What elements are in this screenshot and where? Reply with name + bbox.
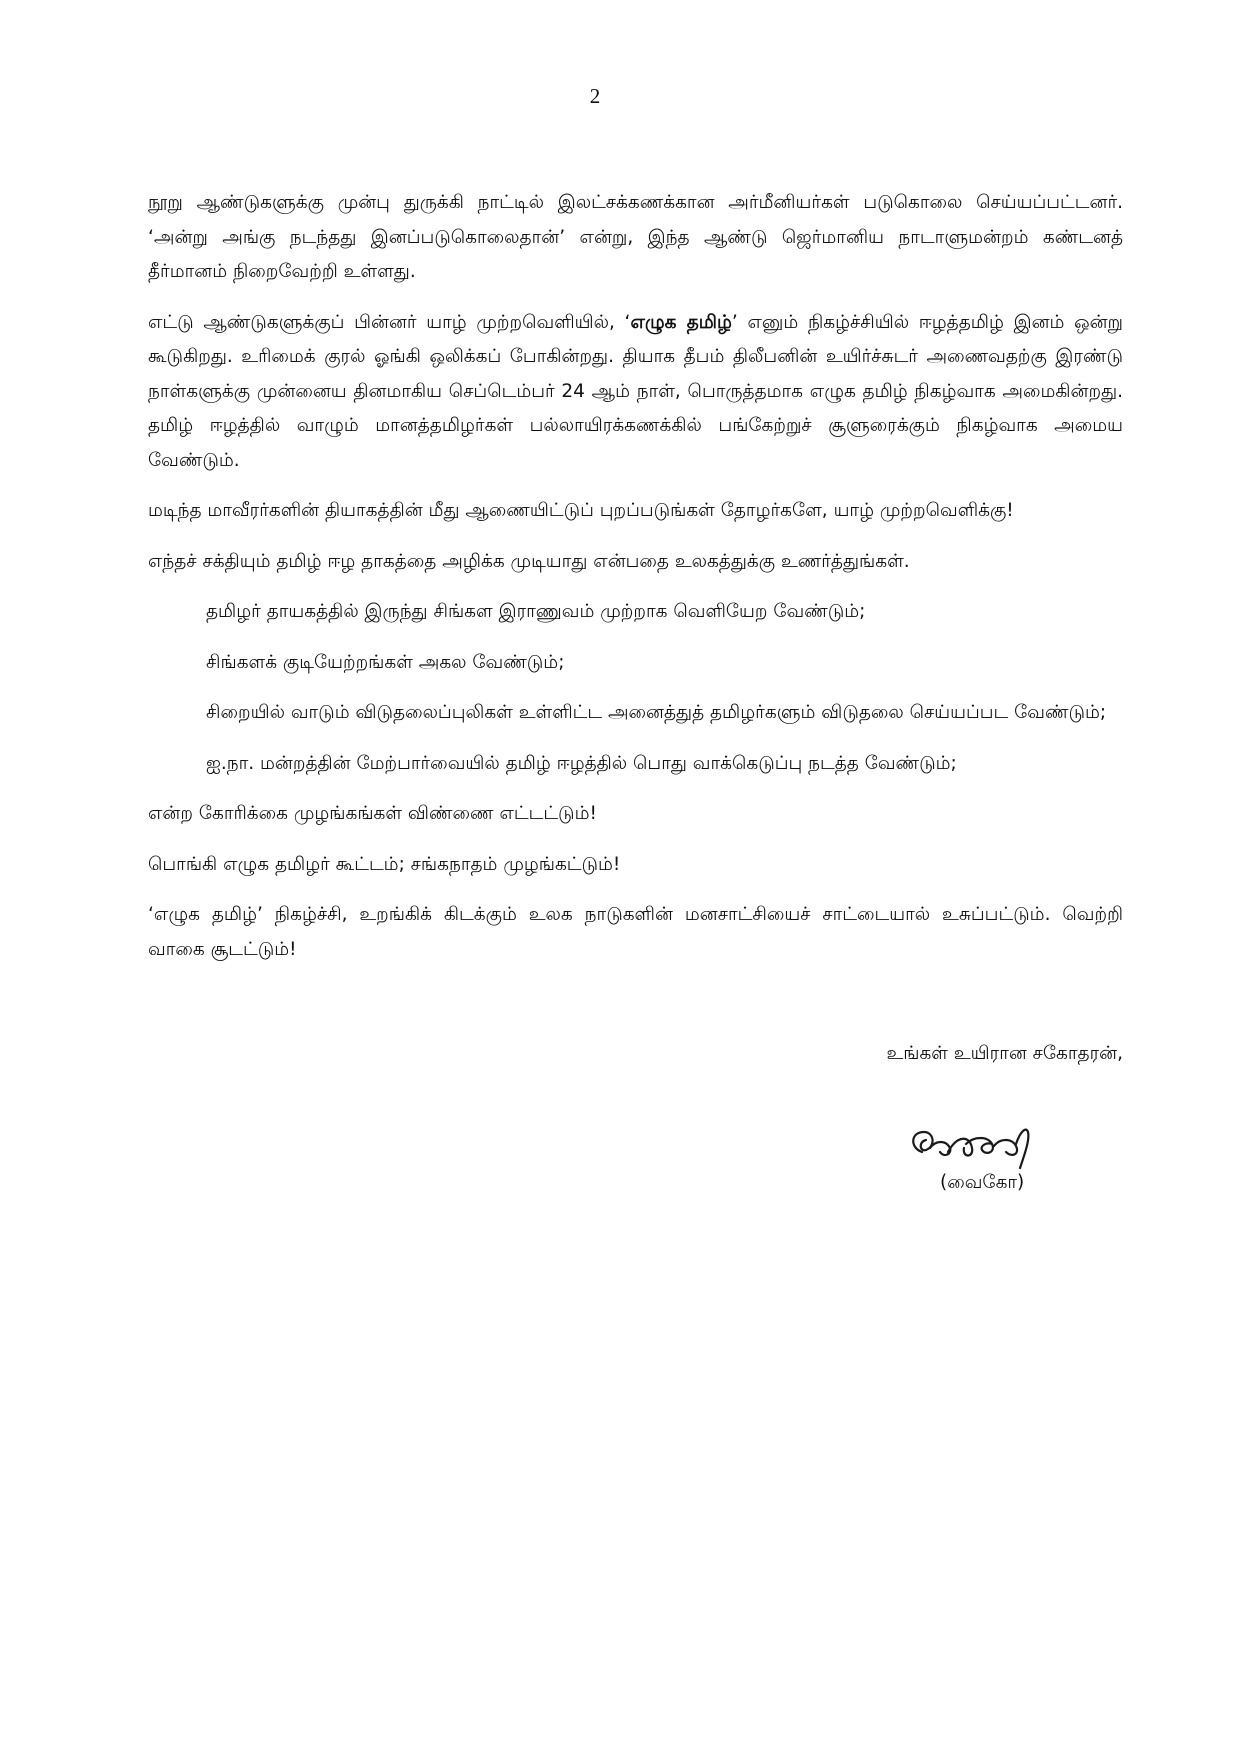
demand-item: தமிழர் தாயகத்தில் இருந்து சிங்கள இராணுவம் முற்றாக வெளியேற வேண்டும்; (206, 601, 866, 622)
page-number: 2 (589, 84, 601, 108)
closing-salutation: உங்கள் உயிரான சகோதரன், (886, 1043, 1123, 1064)
paragraph-slogans-reach-sky: என்ற கோரிக்கை முழங்கங்கள் விண்ணை எட்டட்டும்! (148, 803, 597, 824)
letter-body (148, 186, 1123, 983)
paragraph-armenian-genocide: நூறு ஆண்டுகளுக்கு முன்பு துருக்கி நாட்டில் இலட்சக்கணக்கான அர்மீனியர்கள் படுகொலை செய்யப்பட்டனர். ‘அன்று அங்கு நடந்தது இனப்படுகொலைதான்’ என்று, இந்த ஆண்டு ஜெர்மானிய நாடாளுமன்றம் கண்டனத் தீர்மானம் நிறைவேற்றி உள்ளது. (148, 192, 1123, 282)
paragraph-ezhuga-tamil (148, 306, 1123, 479)
signer-name: (வைகோ) (940, 1172, 1025, 1193)
paragraph-ezhuga-tamil-start: எட்டு ஆண்டுகளுக்குப் பின்னர் யாழ் முற்றவெளியில், ‘ (148, 311, 631, 333)
demand-item: சிறையில் வாடும் விடுதலைப்புலிகள் உள்ளிட்ட அனைத்துத் தமிழர்களும் விடுதலை செய்யப்பட வேண்டும்; (206, 702, 1107, 723)
event-name-bold: எழுக தமிழ் (630, 311, 732, 333)
paragraph-rise-tamils: பொங்கி எழுக தமிழர் கூட்டம்; சங்கநாதம் முழங்கட்டும்! (148, 853, 621, 875)
paragraph-call-to-action: மடிந்த மாவீரர்களின் தியாகத்தின் மீது ஆணையிட்டுப் புறப்படுங்கள் தோழர்களே, யாழ் முற்றவெளிக்கு! (148, 500, 1014, 521)
paragraph-ezhuga-tamil-rest: ’ எனும் நிகழ்ச்சியில் ஈழத்தமிழ் இனம் ஒன்று கூடுகிறது. உரிமைக் குரல் ஓங்கி ஒலிக்கப் போகின்றது. தியாக தீபம் திலீபனின் உயிர்ச்சுடர் அணைவதற்கு இரண்டு நாள்களுக்கு முன்னைய தினமாகிய செப்டெம்பர் 24 ஆம் நாள், பொருத்தமாக எழுக தமிழ் நிகழ்வாக அமைகின்றது. தமிழ் ஈழத்தில் வாழும் மானத்தமிழர்கள் பல்லாயிரக்கணக்கில் பங்கேற்றுச் சூளுரைக்கும் நிகழ்வாக அமைய வேண்டும். (148, 311, 1123, 471)
demand-item: ஐ.நா. மன்றத்தின் மேற்பார்வையில் தமிழ் ஈழத்தில் பொது வாக்கெடுப்பு நடத்த வேண்டும்; (206, 752, 957, 774)
paragraph-closing-statement: ‘எழுக தமிழ்’ நிகழ்ச்சி, உறங்கிக் கிடக்கும் உலக நாடுகளின் மனசாட்சியைச் சாட்டையால் உசுப்பட்டும். வெற்றி வாகை சூடட்டும்! (148, 904, 1123, 960)
demand-item: சிங்களக் குடியேற்றங்கள் அகல வேண்டும்; (206, 651, 565, 673)
paragraph-declare-to-world: எந்தச் சக்தியும் தமிழ் ஈழ தாகத்தை அழிக்க முடியாது என்பதை உலகத்துக்கு உணர்த்துங்கள். (148, 550, 910, 572)
